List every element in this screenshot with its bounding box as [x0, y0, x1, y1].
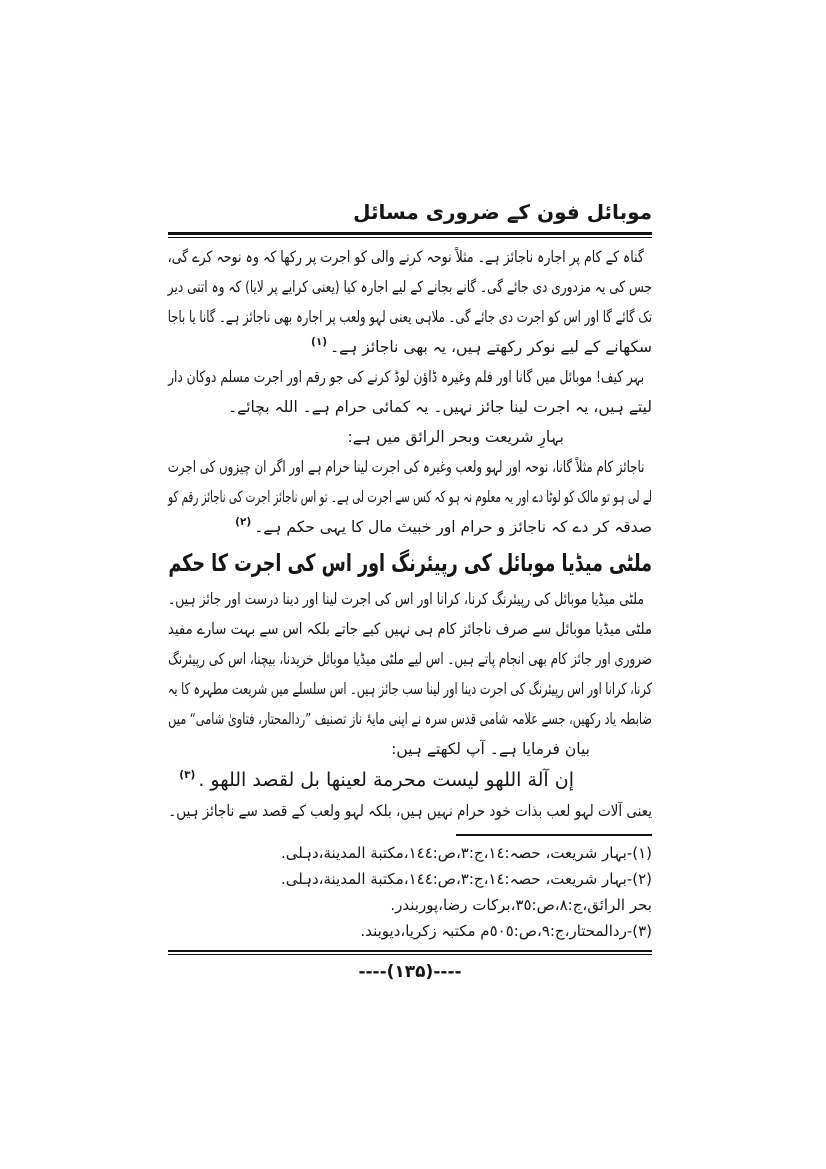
- page-number: ----(۱۳۵)----: [358, 962, 462, 982]
- body-line: [167, 614, 652, 644]
- body-line: [167, 242, 652, 272]
- body-line: [168, 482, 653, 512]
- footnote-line: (۱)-بہار شریعت، حصہ:١٤،ج:٣،ص:١٤٤،مكتبة المدينة،دہلی.: [280, 843, 652, 862]
- quote-text: إن آلة اللهو ليست محرمة لعينها بل لقصد اللهو .: [198, 768, 574, 791]
- line-text: جس کی یہ مزدوری دی جائے گی۔ گانے بجانے کے لیے اجارہ کیا (یعنی کرایے پر لایا) کہ وہ اتنی دیر: [167, 277, 652, 296]
- page-content: [168, 194, 652, 985]
- page-title: موبائل فون کے ضروری مسائل: [353, 200, 652, 224]
- line-text: بیان فرمایا ہے۔ آپ لکھتے ہیں:: [391, 739, 590, 758]
- line-text: سکھانے کے لیے نوکر رکھتے ہیں، یہ بھی ناجائز ہے۔: [330, 337, 652, 356]
- quote-translation: یعنی آلات لہو لعب بذات خود حرام نہیں ہیں، بلکہ لہو ولعب کے قصد سے ناجائز ہیں۔: [168, 801, 652, 820]
- body-line: [168, 704, 652, 734]
- footer-rules: [168, 950, 652, 956]
- footnotes-block: [168, 840, 652, 944]
- line-text: ملٹی میڈیا موبائل کی رپیئرنگ کرنا، کرانا اور اس کی اجرت لینا اور دینا درست اور جائز ہیں۔: [167, 589, 645, 608]
- line-text: بہر کیف! موبائل میں گانا اور فلم وغیرہ ڈاؤن لوڈ کرنے کی جو رقم اور اجرت مسلم دوکان دار: [168, 367, 645, 386]
- footnote-line: (۲)-بہار شریعت، حصہ:١٤،ج:٣،ص:١٤٤،مكتبة المدينة،دہلی.: [280, 869, 652, 888]
- line-text: کرنا، کرانا اور اس رپیئرنگ کی اجرت دینا اور لینا سب جائز ہیں۔ اس سلسلے میں شریعت مطہرہ کا یہ: [167, 679, 652, 698]
- footer-rule-thick: [168, 950, 652, 953]
- header-rule-thick: [168, 232, 652, 235]
- body-text: [168, 242, 652, 542]
- footnote-marker-3: (۳): [179, 769, 196, 782]
- body-line: [167, 584, 652, 614]
- body-line: [168, 734, 652, 764]
- footnote-marker-1: (۱): [311, 336, 328, 349]
- line-text: تک گائے گا اور اس کو اجرت دی جائے گی۔ ملاہی یعنی لہو ولعب پر اجارہ بھی ناجائز ہے۔ گانا یا باجا: [167, 307, 652, 326]
- footer-rule-thin: [168, 954, 652, 955]
- footnote-marker-2: (۲): [235, 516, 252, 529]
- line-text: گناہ کے کام پر اجارہ ناجائز ہے۔ مثلاً نوحہ کرنے والی کو اجرت پر رکھا کہ وہ نوحہ کرے گی،: [167, 247, 644, 266]
- line-text: صدقہ کر دے کہ ناجائز و حرام اور خبیث مال کا یہی حکم ہے۔: [254, 517, 652, 536]
- body-line: [168, 644, 653, 674]
- body-line: [168, 512, 652, 542]
- section-body-text: [168, 584, 652, 764]
- line-text: ضروری اور جائز کام بھی انجام پاتے ہیں۔ اس لیے ملٹی میڈیا موبائل خریدنا، بیچنا، اس کی رپیئرنگ: [168, 649, 653, 668]
- body-line: [167, 674, 652, 704]
- footnote-line: بحر الرائق،ج:٨،ص:٣٥،بركات رضا،پوربندر.: [390, 895, 652, 914]
- header-rule-thin: [168, 237, 652, 238]
- body-line: [168, 392, 652, 422]
- line-text: بہارِ شریعت وبحر الرائق میں ہے:: [347, 427, 564, 446]
- footnote-line: (۳)-ردالمحتار،ج:٩،ص:٥٠٥م مكتبہ زكريا،دیوبند.: [360, 921, 652, 940]
- line-text: لیتے ہیں، یہ اجرت لینا جائز نہیں۔ یہ کمائی حرام ہے۔ اللہ بچائے۔: [228, 397, 652, 416]
- body-line: [167, 272, 652, 302]
- body-line: [168, 422, 652, 452]
- line-text: ملٹی میڈیا موبائل سے صرف ناجائز کام ہی نہیں کیے جاتے بلکہ اس سے بہت سارے مفید: [167, 619, 652, 638]
- body-line: [168, 362, 652, 392]
- body-line: [167, 302, 652, 332]
- footnote-separator: [456, 834, 652, 836]
- line-text: ضابطہ یاد رکھیں، جسے علامہ شامی قدس سرہ نے اپنی مایۂ ناز تصنیف ”ردالمحتار، فتاویٰ شامی“ میں: [168, 709, 652, 728]
- body-line: [168, 332, 652, 362]
- arabic-quotation: [168, 764, 652, 796]
- body-line: [167, 452, 652, 482]
- line-text: ناجائز کام مثلاً گانا، نوحہ اور لہو ولعب وغیرہ کی اجرت لینا حرام ہے اور اگر ان چیزوں کی اجرت: [167, 457, 645, 476]
- line-text: لے لی ہو تو مالک کو لوٹا دے اور یہ معلوم نہ ہو کہ کس سے اجرت لی ہے۔ تو اس ناجائز اجرت کی ناجائز رقم کو: [168, 487, 653, 506]
- section-heading: ملٹی میڈیا موبائل کی رپیئرنگ اور اس کی اجرت کا حکم: [168, 548, 652, 577]
